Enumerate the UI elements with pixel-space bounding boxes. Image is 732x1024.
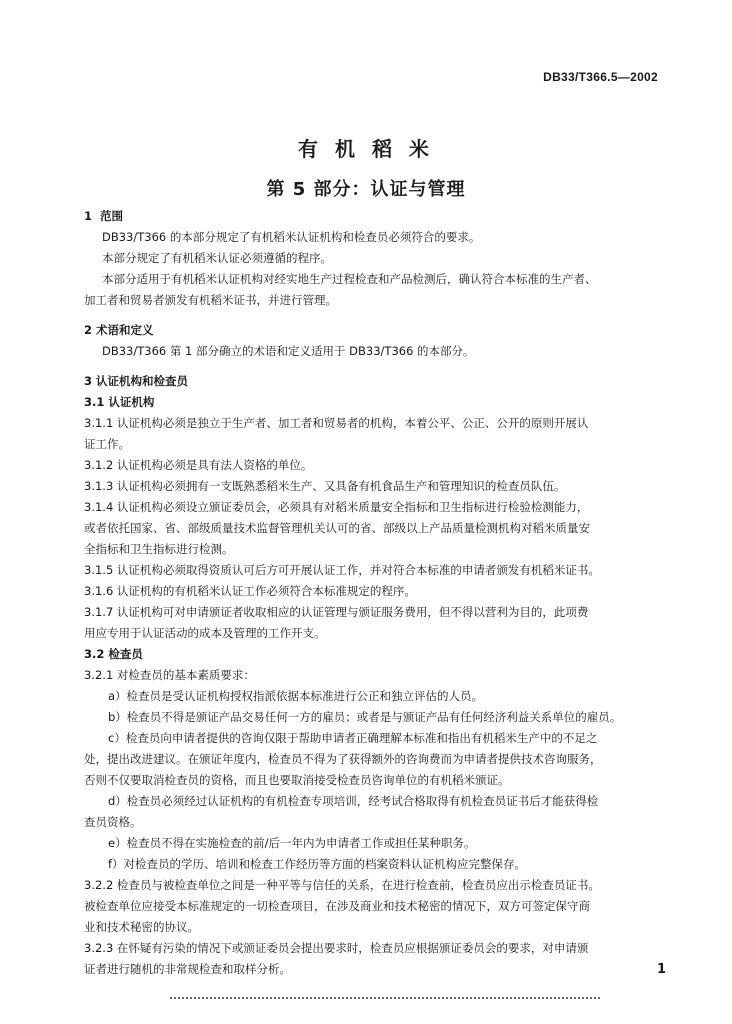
clause-line: 3.1.7 认证机构可对申请颁证者收取相应的认证管理与颁证服务费用，但不得以营利为目的，此项费 [84,605,589,619]
standard-number: DB33/T366.5—2002 [543,70,658,84]
clause-line: 3.1.2 认证机构必须是具有法人资格的单位。 [84,458,313,472]
list-item: b）检查员不得是颁证产品交易任何一方的雇员；或者是与颁证产品有任何经济利益关系单位的雇员。 [108,710,622,724]
document-body [84,206,668,980]
section-3-heading: 3 认证机构和检查员 [84,374,189,388]
paragraph-line: 本部分适用于有机稻米认证机构对经实地生产过程检查和产品检测后，确认符合本标准的生产者、 [102,272,597,286]
document-subtitle: 第 5 部分：认证与管理 [266,179,466,200]
clause-line: 证工作。 [84,437,130,451]
clause-line: 或者依托国家、省、部级质量技术监督管理机关认可的省、部级以上产品质量检测机构对稻米质量安 [84,521,590,535]
section-1-title: 范围 [100,209,124,223]
clause-line: 3.2.1 对检查员的基本素质要求： [84,668,255,682]
clause-line: 3.1.4 认证机构必须设立颁证委员会，必须具有对稻米质量安全指标和卫生指标进行检验检测能力， [84,500,589,514]
section-3-2-heading: 3.2 检查员 [84,647,143,661]
clause-line: 3.1.5 认证机构必须取得资质认可后方可开展认证工作，并对符合本标准的申请者颁发有机稻米证书。 [84,563,600,577]
clause-line: 3.2.3 在怀疑有污染的情况下或颁证委员会提出要求时，检查员应根据颁证委员会的要求，对申请颁 [84,941,589,955]
list-item: e）检查员不得在实施检查的前/后一年内为申请者工作或担任某种职务。 [108,836,476,850]
clause-line: 3.1.3 认证机构必须拥有一支既熟悉稻米生产、又具备有机食品生产和管理知识的检查员队伍。 [84,479,566,493]
clause-line: 3.2.2 检查员与被检查单位之间是一种平等与信任的关系，在进行检查前，检查员应出示检查员证书。 [84,878,600,892]
list-item: a）检查员是受认证机构授权指派依据本标准进行公正和独立评估的人员。 [108,689,484,703]
document-title: 有 机 稻 米 [298,137,434,161]
section-1-heading [84,206,668,227]
section-2-heading: 2 术语和定义 [84,323,154,337]
section-1-number: 1 [84,209,93,223]
list-item-continuation: 否则不仅要取消检查员的资格，而且也要取消接受检查员咨询单位的有机稻米颁证。 [84,773,510,787]
page-number: 1 [656,962,666,977]
list-item: f）对检查员的学历、培训和检查工作经历等方面的档案资料认证机构应完整保存。 [108,857,527,871]
paragraph-line: 加工者和贸易者颁发有机稻米证书，并进行管理。 [84,293,337,307]
list-item: c）检查员向申请者提供的咨询仅限于帮助申请者正确理解本标准和指出有机稻米生产中的不足之 [108,731,598,745]
clause-line: 证者进行随机的非常规检查和取样分析。 [84,962,291,976]
clause-line: 3.1.1 认证机构必须是独立于生产者、加工者和贸易者的机构，本着公平、公正、公开的原则开展认 [84,416,589,430]
clause-line: 用应专用于认证活动的成本及管理的工作开支。 [84,626,326,640]
list-item: d）检查员必须经过认证机构的有机检查专项培训，经考试合格取得有机检查员证书后才能获得检 [108,794,599,808]
clause-line: 被检查单位应接受本标准规定的一切检查项目，在涉及商业和技术秘密的情况下，双方可签定保守商 [84,899,590,913]
paragraph-line: DB33/T366 的本部分规定了有机稻米认证机构和检查员必须符合的要求。 [102,230,481,244]
clause-line: 业和技术秘密的协议。 [84,920,199,934]
clause-line: 全指标和卫生指标进行检测。 [84,542,234,556]
list-item-continuation: 处，提出改进建议。在颁证年度内，检查员不得为了获得额外的咨询费而为申请者提供技术咨询服务， [84,752,602,766]
clause-line: 3.1.6 认证机构的有机稻米认证工作必须符合本标准规定的程序。 [84,584,416,598]
section-3-1-heading: 3.1 认证机构 [84,395,155,409]
list-item-continuation: 查员资格。 [84,815,142,829]
paragraph-line: 本部分规定了有机稻米认证必须遵循的程序。 [102,251,332,265]
scan-artifact-divider [170,997,600,1001]
paragraph-line: DB33/T366 第 1 部分确立的术语和定义适用于 DB33/T366 的本部分。 [102,344,475,358]
